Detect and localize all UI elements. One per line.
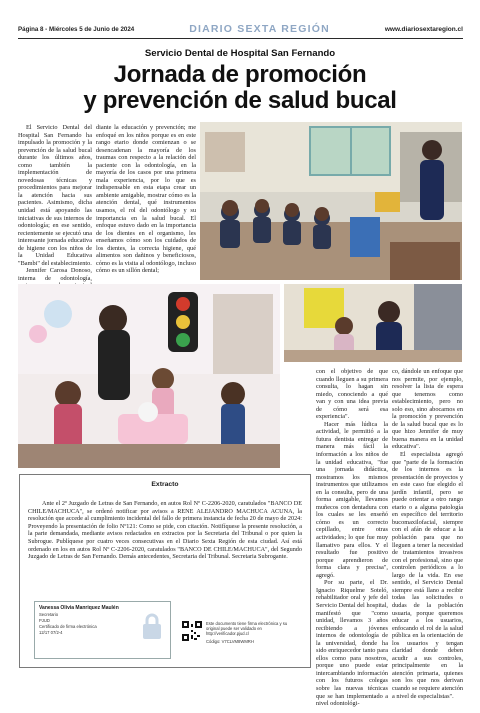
qr-description: Este documento tiene firma electrónica y su original puede ser validado en http://verificador.pjud.cl: [206, 621, 288, 636]
signature-date: 12/17 07/2-4: [39, 630, 63, 635]
headline-line-2: y prevención de salud bucal: [83, 87, 397, 114]
column-3: [316, 368, 388, 708]
article-headline: [0, 62, 480, 114]
article-kicker: Servicio Dental de Hospital San Fernando: [144, 48, 336, 59]
col3-paragraph-1: con el objetivo de que cuando lleguen a su primera consulta, lo hagan sin miedo, conociendo a qué van y con una idea previa de cómo será esa experiencia".: [316, 368, 388, 421]
headline-line-1: Jornada de promoción: [113, 61, 367, 88]
signer-court: PJUD: [39, 618, 50, 623]
legal-notice-box: [19, 474, 311, 668]
column-2: [96, 124, 196, 275]
photo-dental-education: [18, 284, 280, 468]
col3-paragraph-2: Hacer más lúdica la actividad, le permitió a la futura dentista entregar de manera más fácil la información a los niños de la unidad educativa, "fue una jornada didáctica, mostramos los mismos instrumentos que utilizamos en la consulta, pero de una forma amigable, llevamos muñecos con dentadura con los cuales se les enseñó cómo es un correcto cepillado, entre otras actividades; lo que fue muy llamativo para ellos. Y el resultado fue positivo porque aprendieron de forma clara y precisa", agregó.: [316, 420, 388, 579]
qr-code-icon: [182, 621, 202, 641]
lock-icon: [140, 612, 164, 640]
signer-role: Secretario: [39, 612, 59, 617]
photo-intern-with-child: [284, 284, 462, 362]
signer-name: Vanessa Olivia Manriquez Maulén: [39, 605, 119, 611]
column-4: [392, 368, 463, 700]
electronic-signature-box: [34, 601, 171, 659]
site-url[interactable]: www.diariosextaregion.cl: [384, 25, 463, 33]
page-date: Página 8 - Miércoles 5 de Junio de 2024: [18, 25, 135, 33]
header-rule: [18, 38, 463, 39]
qr-validation-text: [206, 621, 301, 644]
legal-notice-body: Ante el 2º Juzgado de Letras de San Fernando, en autos Rol Nº C-2206-2020, caratulados "BANCO DE CHILE/MACHUCA", se ordenó notificar por avisos a RENE ALEJANDRO MACHUCA ACUNA, la resolución que accede al cumplimiento incidental del fallo de primera instancia de fecha 20 de mayo de 2024: Proveyendo la presentación de folio Nº121: Como se pide, con citación. Notifíquese la presente resolución, a la parte demandada, mediante avisos redactados en extractos por la Secretaria del Tribunal o por quien la Subrogue. Publíquese por cuatro veces consecutivas en el Diario Sexta Región de esta ciudad. Así está ordenado en los en autos Rol Nº C-2206-2020, caratulados "BANCO DE CHILE/MACHUCA", del Segundo Juzgado de Letras de San Fernando. Demás antecedentes, Secretaria del Tribunal. Secretaria Subrogante.: [28, 500, 302, 561]
col2-paragraph-1: diante la educación y prevención; me enfoqué en los niños porque es en este rango etario donde comienzan o se desencadenan la mayoría de los traumas con respecto a la relación del paciente con la odontología, en la mayoría de los casos por una primera mala experiencia, por lo que es indispensable en esta etapa crear un ambiente amigable, mostrar cómo es la atención dental, qué instrumentos usamos, el rol del odontólogo y su importancia en la salud bucal. El enfoque estuvo dado en la importancia de los dientes en el organismo, les enseñamos cómo son los cuidados de los dientes, la correcta higiene, qué alimentos son dañinos y beneficiosos, cómo es la visita al odontólogo, incluso cómo es un sillón dental;: [96, 124, 196, 275]
col1-paragraph-2: Jennifer Carosa Donoso, interna de odontología,: [18, 267, 92, 282]
masthead: DIARIO SEXTA REGIÓN: [189, 23, 330, 35]
col3-paragraph-3: Por su parte, el Dr. Ignacio Riquelme Soteló, rehabilitador oral y jefe del Servicio Dental del hospital, manifestó que "como unidad, llevamos 3 años recibiendo a jóvenes internos de odontología de la universidad, donde ha sido enriquecedor tanto para ellos como para nosotros, porque uno puede estar intercambiando información con los futuros colegas sobre las nuevas técnicas que se han implementado a nivel odontológi-: [316, 579, 388, 708]
photo-classroom-children: [200, 122, 462, 280]
legal-notice-title: Extracto: [151, 481, 179, 488]
col4-paragraph-1: co, dándole un enfoque que nos permite, por ejemplo, resolver la lista de espera que tenemos como establecimiento, pero no solo eso, sino abocarnos en la promoción y prevención de la salud bucal que es lo que hizo Jennifer de muy buena manera en la unidad educativa".: [392, 368, 463, 451]
qr-code-label: Código: V7CLVM8WMRH: [206, 639, 254, 644]
signature-note: Certificado de firma electrónica: [39, 624, 97, 629]
col1-paragraph-1: El Servicio Dental del Hospital San Fernando ha impulsado la promoción y la prevención de la salud bucal durante los últimos años, como también la implementación de novedosas técnicas y procedimientos para mejorar la atención hacia sus pacientes. Asimismo, dicha unidad está apoyando las iniciativas de sus internos de odontología; en ese sentido, recientemente se ejecutó una interesante jornada educativa de higiene con los niños de la Unidad Educativa "Bambi" del establecimiento.: [18, 124, 92, 267]
col4-paragraph-2: El especialista agregó que "parte de la formación de los internos es la presentación de proyectos y en este caso fue elegido el jardín infantil, pero se puede orientar a otro rango etario o a alguna patología en específico del territorio bucomaxilofacial, siempre con el afán de educar a la población para que no lleguen a tener la necesidad de tratamientos invasivos con el profesional, sino que controlen periódicos a lo largo de la vida. En ese sentido, el Servicio Dental siempre está llano a recibir todas las solicitudes o dudas de la población usuaria, porque queremos educar a los usuarios, enfocando el rol de la salud pública en la orientación de los usuarios y tengan claridad donde deben acudir a sus controles, principalmente en la atención primaria, quienes son los que nos derivan cuando se requiere atención a nivel de especialistas".: [392, 451, 463, 700]
page-header: [18, 22, 463, 36]
